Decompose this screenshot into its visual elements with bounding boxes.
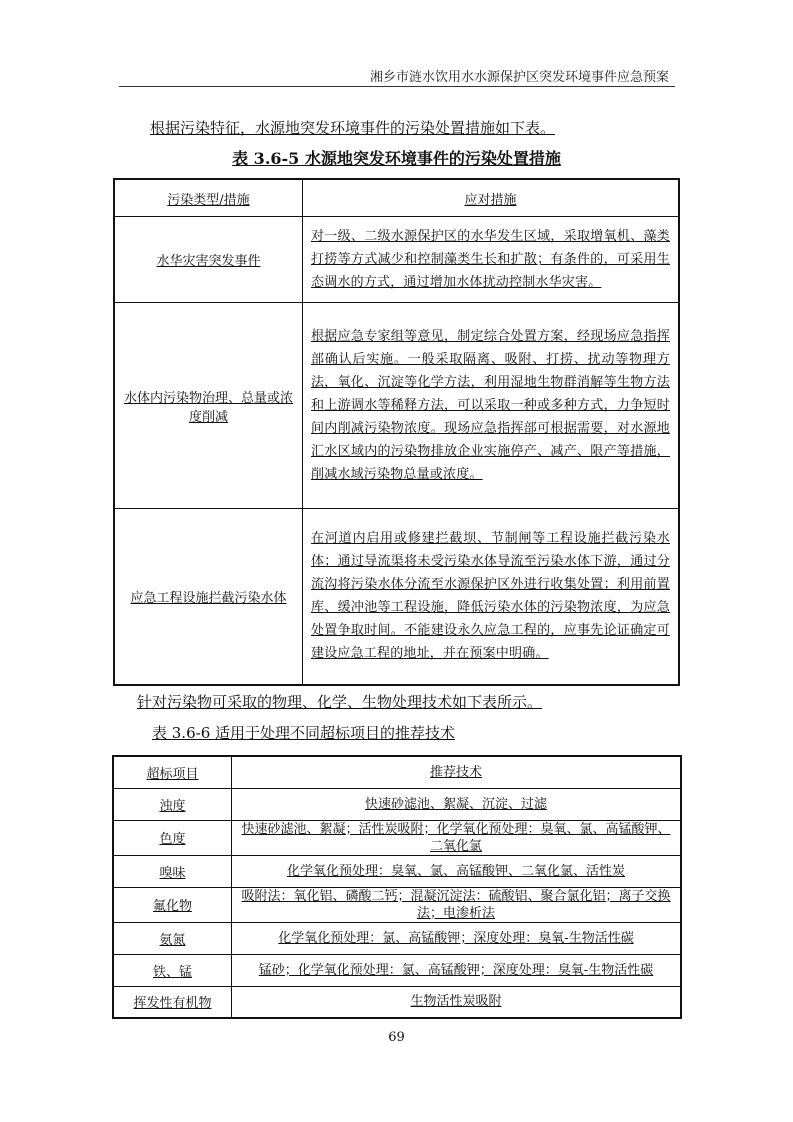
table-row [114,303,679,509]
tech-cell: 快速砂滤池、絮凝、沉淀、过滤 [232,788,682,820]
table-row [113,922,681,954]
table-row [113,820,681,855]
item-cell: 氟化物 [113,887,232,922]
column-header-measure: 应对措施 [303,179,680,217]
measure-cell: 对一级、二级水源保护区的水华发生区域，采取增氧机、藻类打捞等方式减少和控制藻类生长和扩散；有条件的，可采用生态调水的方式，通过增加水体扰动控制水华灾害。 [303,217,680,303]
item-cell: 铁、锰 [113,954,232,986]
tech-cell: 快速砂滤池、絮凝；活性炭吸附；化学氧化预处理：臭氧、氯、高锰酸钾、二氧化氯 [232,820,682,855]
measure-cell: 在河道内启用或修建拦截坝、节制闸等工程设施拦截污染水体；通过导流渠将未受污染水体导流至污染水体下游，通过分流沟将污染水体分流至水源保护区外进行收集处置；利用前置库、缓冲池等工程设施，降低污染水体的污染物浓度，为应急处置争取时间。不能建设永久应急工程的，应事先论证确定可建设应急工程的地址，并在预案中明确。 [303,509,680,685]
item-cell: 氨氮 [113,922,232,954]
column-header-type: 污染类型/措施 [114,179,303,217]
pollution-type-cell: 水华灾害突发事件 [114,217,303,303]
item-cell: 浊度 [113,788,232,820]
column-header-tech: 推荐技术 [232,756,682,788]
measure-cell: 根据应急专家组等意见，制定综合处置方案，经现场应急指挥部确认后实施。一般采取隔离、吸附、打捞、扰动等物理方法，氧化、沉淀等化学方法，利用湿地生物群消解等生物方法和上游调水等稀释方法，可以采取一种或多种方式，力争短时间内削减污染物浓度。现场应急指挥部可根据需要，对水源地汇水区域内的污染物排放企业实施停产、减产、限产等措施，削减水域污染物总量或浓度。 [303,303,680,509]
pollution-type-cell: 应急工程设施拦截污染水体 [114,509,303,685]
table-row [113,788,681,820]
table-row [113,986,681,1018]
tech-cell: 化学氧化预处理：臭氧、氯、高锰酸钾、二氧化氯、活性炭 [232,855,682,887]
table-row [113,855,681,887]
table-row [114,217,679,303]
item-cell: 嗅味 [113,855,232,887]
table-header-row [114,179,679,217]
pollution-type-cell: 水体内污染物治理、总量或浓度削减 [114,303,303,509]
intro-text: 根据污染特征，水源地突发环境事件的污染处置措施如下表。 [150,119,556,137]
item-cell: 色度 [113,820,232,855]
table-row [113,887,681,922]
table-header-row [113,756,681,788]
item-cell: 挥发性有机物 [113,986,232,1018]
tech-cell: 生物活性炭吸附 [232,986,682,1018]
recommended-tech-table [112,755,682,1019]
tech-cell: 锰砂；化学氧化预处理：氯、高锰酸钾；深度处理：臭氧-生物活性碳 [232,954,682,986]
column-header-item: 超标项目 [113,756,232,788]
pollution-measures-table [113,178,680,686]
page-number: 69 [388,1030,405,1045]
table1-caption: 表 3.6-5 水源地突发环境事件的污染处置措施 [232,149,561,168]
table-row [114,509,679,685]
tech-cell: 化学氧化预处理：氯、高锰酸钾；深度处理：臭氧-生物活性碳 [232,922,682,954]
tech-cell: 吸附法：氧化铝、磷酸二钙；混凝沉淀法：硫酸铝、聚合氯化铝；离子交换法；电渗析法 [232,887,682,922]
table-row [113,954,681,986]
table2-caption: 表 3.6-6 适用于处理不同超标项目的推荐技术 [152,724,456,742]
header-title: 湘乡市涟水饮用水水源保护区突发环境事件应急预案 [369,70,669,85]
header-rule [119,86,675,87]
mid-text: 针对污染物可采取的物理、化学、生物处理技术如下表所示。 [137,693,543,711]
